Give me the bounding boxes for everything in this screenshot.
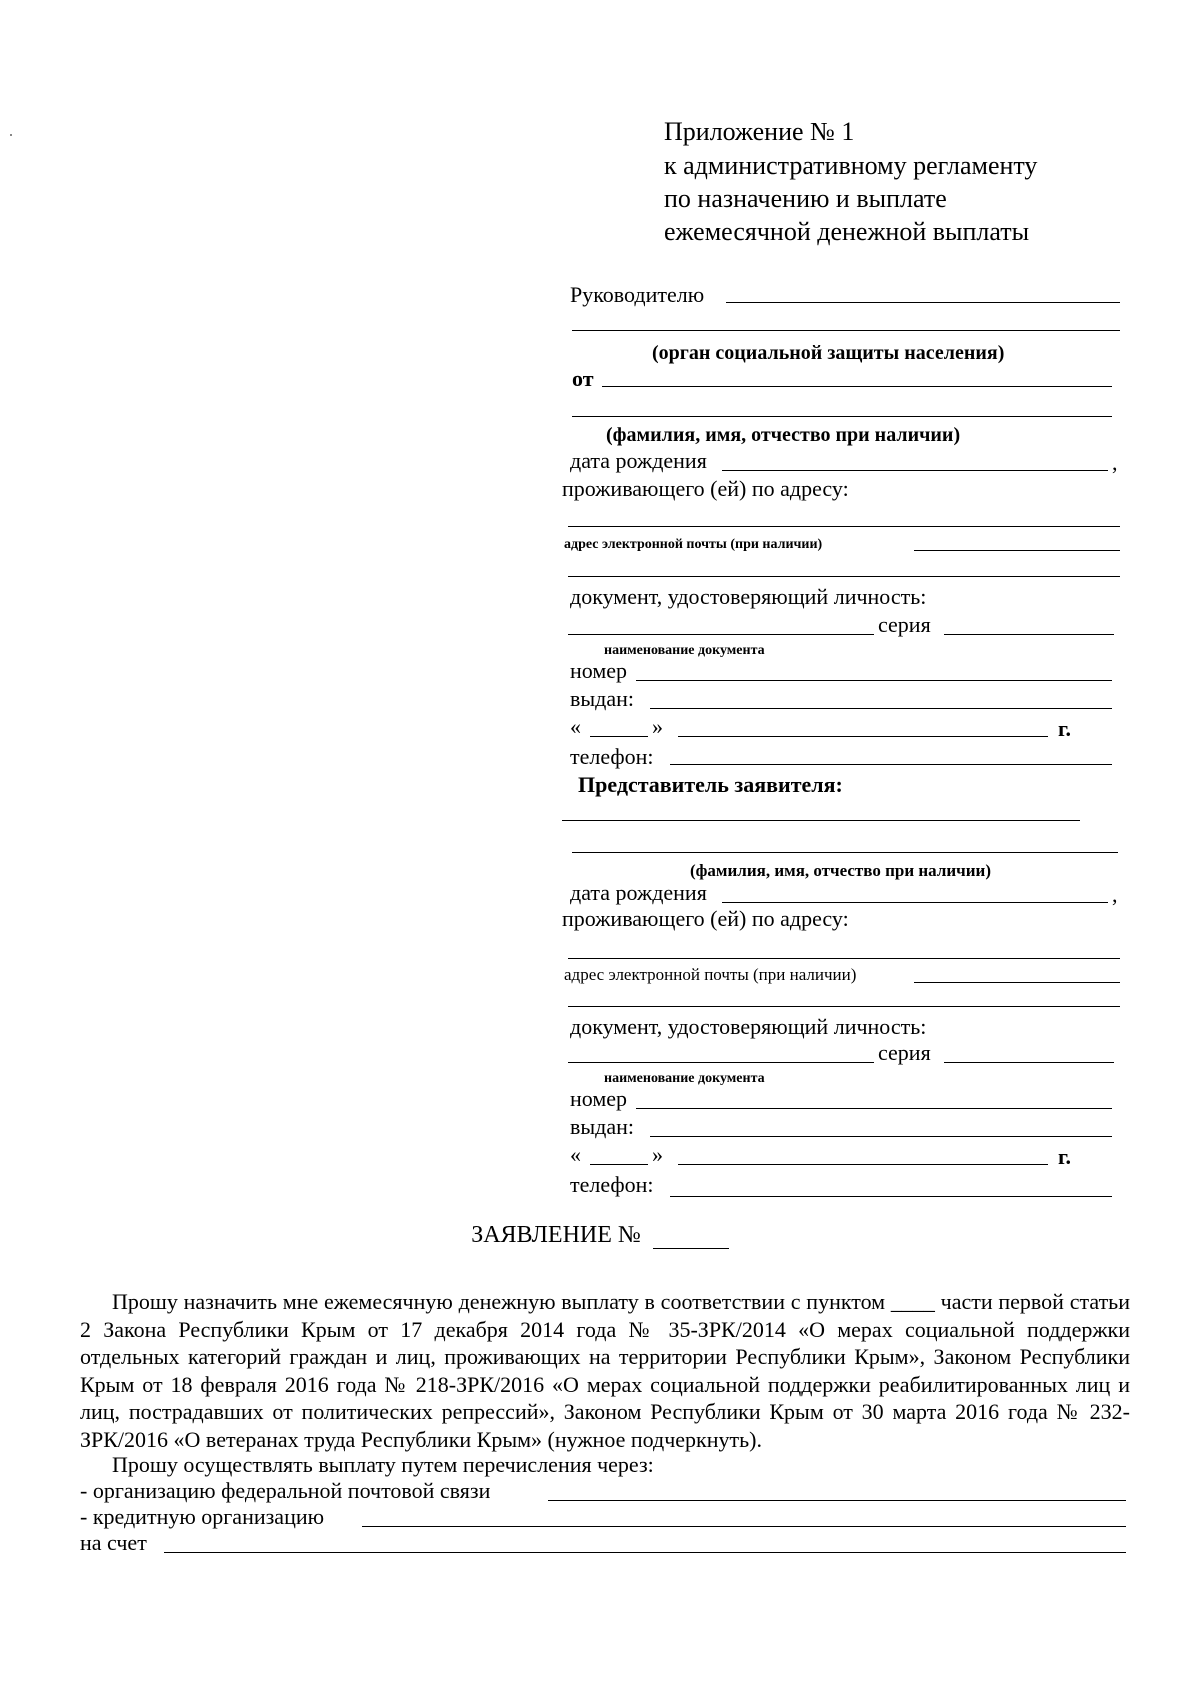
representative-doc-name-caption: наименование документа bbox=[604, 1071, 765, 1086]
applicant-phone-field[interactable] bbox=[670, 764, 1112, 765]
representative-issue-day-field[interactable] bbox=[590, 1164, 648, 1165]
applicant-doc-label: документ, удостоверяющий личность: bbox=[570, 584, 927, 609]
applicant-number-label: номер bbox=[570, 658, 628, 683]
representative-address-field[interactable] bbox=[568, 958, 1120, 959]
applicant-address-field[interactable] bbox=[568, 526, 1120, 527]
statement-title: ЗАЯВЛЕНИЕ № bbox=[471, 1222, 641, 1248]
representative-birth-comma: , bbox=[1112, 882, 1118, 907]
applicant-phone-label: телефон: bbox=[570, 744, 654, 769]
representative-doc-name-field[interactable] bbox=[568, 1062, 874, 1063]
representative-issued-label: выдан: bbox=[570, 1114, 635, 1139]
representative-date-close-quote: » bbox=[652, 1142, 663, 1167]
applicant-series-field[interactable] bbox=[944, 634, 1114, 635]
applicant-birth-field[interactable] bbox=[722, 470, 1108, 471]
applicant-series-label: серия bbox=[878, 612, 931, 637]
applicant-date-open-quote: « bbox=[570, 714, 581, 739]
representative-issue-date-field[interactable] bbox=[678, 1164, 1048, 1165]
account-field[interactable] bbox=[164, 1552, 1126, 1553]
representative-number-field[interactable] bbox=[636, 1108, 1112, 1109]
applicant-address-label: проживающего (ей) по адресу: bbox=[562, 476, 849, 501]
applicant-birth-comma: , bbox=[1112, 450, 1118, 475]
to-head-field-line2[interactable] bbox=[572, 330, 1120, 331]
representative-phone-label: телефон: bbox=[570, 1172, 654, 1197]
applicant-email-field[interactable] bbox=[914, 550, 1120, 551]
applicant-issued-field[interactable] bbox=[650, 708, 1112, 709]
to-head-label: Руководителю bbox=[570, 282, 705, 307]
payment-option-bank: - кредитную организацию bbox=[80, 1504, 325, 1529]
representative-doc-label: документ, удостоверяющий личность: bbox=[570, 1014, 927, 1039]
appendix-number: Приложение № 1 bbox=[664, 117, 855, 146]
representative-fio-field[interactable] bbox=[562, 820, 1080, 821]
representative-phone-field[interactable] bbox=[670, 1196, 1112, 1197]
applicant-issued-label: выдан: bbox=[570, 686, 635, 711]
applicant-year-suffix: г. bbox=[1058, 716, 1072, 741]
statement-paragraph: Прошу назначить мне ежемесячную денежную выплату в соответствии с пунктом ____ части первой статьи 2 Закона Республики Крым от 17 декабря 2014 года № 35-ЗРК/2014 «О мерах социальной поддержки отдельных категорий граждан и лиц, проживающих на территории Республики Крым», Законом Республики Крым от 18 февраля 2016 года № 218-ЗРК/2016 «О мерах социальной поддержки реабилитированных лиц и лиц, пострадавших от политических репрессий», Законом Республики Крым от 30 марта 2016 года № 232-ЗРК/2016 «О ветеранах труда Республики Крым» (нужное подчеркнуть). bbox=[80, 1289, 1130, 1452]
statement-title-row bbox=[0, 1222, 1200, 1249]
applicant-fio-caption: (фамилия, имя, отчество при наличии) bbox=[606, 424, 961, 446]
appendix-line-4: ежемесячной денежной выплаты bbox=[664, 217, 1030, 246]
payment-option-post: - организацию федеральной почтовой связи bbox=[80, 1478, 491, 1503]
representative-email-field-line2[interactable] bbox=[568, 1006, 1120, 1007]
representative-birth-label: дата рождения bbox=[570, 880, 707, 905]
account-label: на счет bbox=[80, 1530, 147, 1555]
representative-year-suffix: г. bbox=[1058, 1144, 1072, 1169]
scan-speck bbox=[10, 134, 12, 136]
organ-caption: (орган социальной защиты населения) bbox=[652, 342, 1005, 364]
from-field-line2[interactable] bbox=[572, 416, 1112, 417]
post-office-field[interactable] bbox=[548, 1500, 1126, 1501]
representative-series-field[interactable] bbox=[944, 1062, 1114, 1063]
representative-email-field[interactable] bbox=[914, 982, 1120, 983]
representative-number-label: номер bbox=[570, 1086, 628, 1111]
representative-fio-field-line2[interactable] bbox=[572, 852, 1118, 853]
from-field[interactable] bbox=[602, 386, 1112, 387]
representative-birth-field[interactable] bbox=[722, 902, 1108, 903]
statement-number-field[interactable] bbox=[653, 1228, 729, 1249]
applicant-number-field[interactable] bbox=[636, 680, 1112, 681]
applicant-date-close-quote: » bbox=[652, 714, 663, 739]
appendix-line-2: к административному регламенту bbox=[664, 151, 1038, 180]
payment-intro: Прошу осуществлять выплату путем перечисления через: bbox=[112, 1452, 654, 1477]
applicant-email-field-line2[interactable] bbox=[568, 576, 1120, 577]
representative-address-label: проживающего (ей) по адресу: bbox=[562, 906, 849, 931]
representative-series-label: серия bbox=[878, 1040, 931, 1065]
representative-issued-field[interactable] bbox=[650, 1136, 1112, 1137]
applicant-email-label: адрес электронной почты (при наличии) bbox=[564, 537, 823, 552]
applicant-issue-date-field[interactable] bbox=[678, 736, 1048, 737]
applicant-doc-name-field[interactable] bbox=[568, 634, 874, 635]
representative-email-label: адрес электронной почты (при наличии) bbox=[564, 965, 857, 984]
bank-field[interactable] bbox=[362, 1526, 1126, 1527]
representative-fio-caption: (фамилия, имя, отчество при наличии) bbox=[690, 861, 991, 880]
applicant-birth-label: дата рождения bbox=[570, 448, 707, 473]
applicant-doc-name-caption: наименование документа bbox=[604, 643, 765, 658]
to-head-field[interactable] bbox=[726, 302, 1120, 303]
representative-date-open-quote: « bbox=[570, 1142, 581, 1167]
applicant-issue-day-field[interactable] bbox=[590, 736, 648, 737]
appendix-line-3: по назначению и выплате bbox=[664, 184, 947, 213]
from-label: от bbox=[572, 366, 594, 391]
representative-heading: Представитель заявителя: bbox=[578, 772, 843, 797]
